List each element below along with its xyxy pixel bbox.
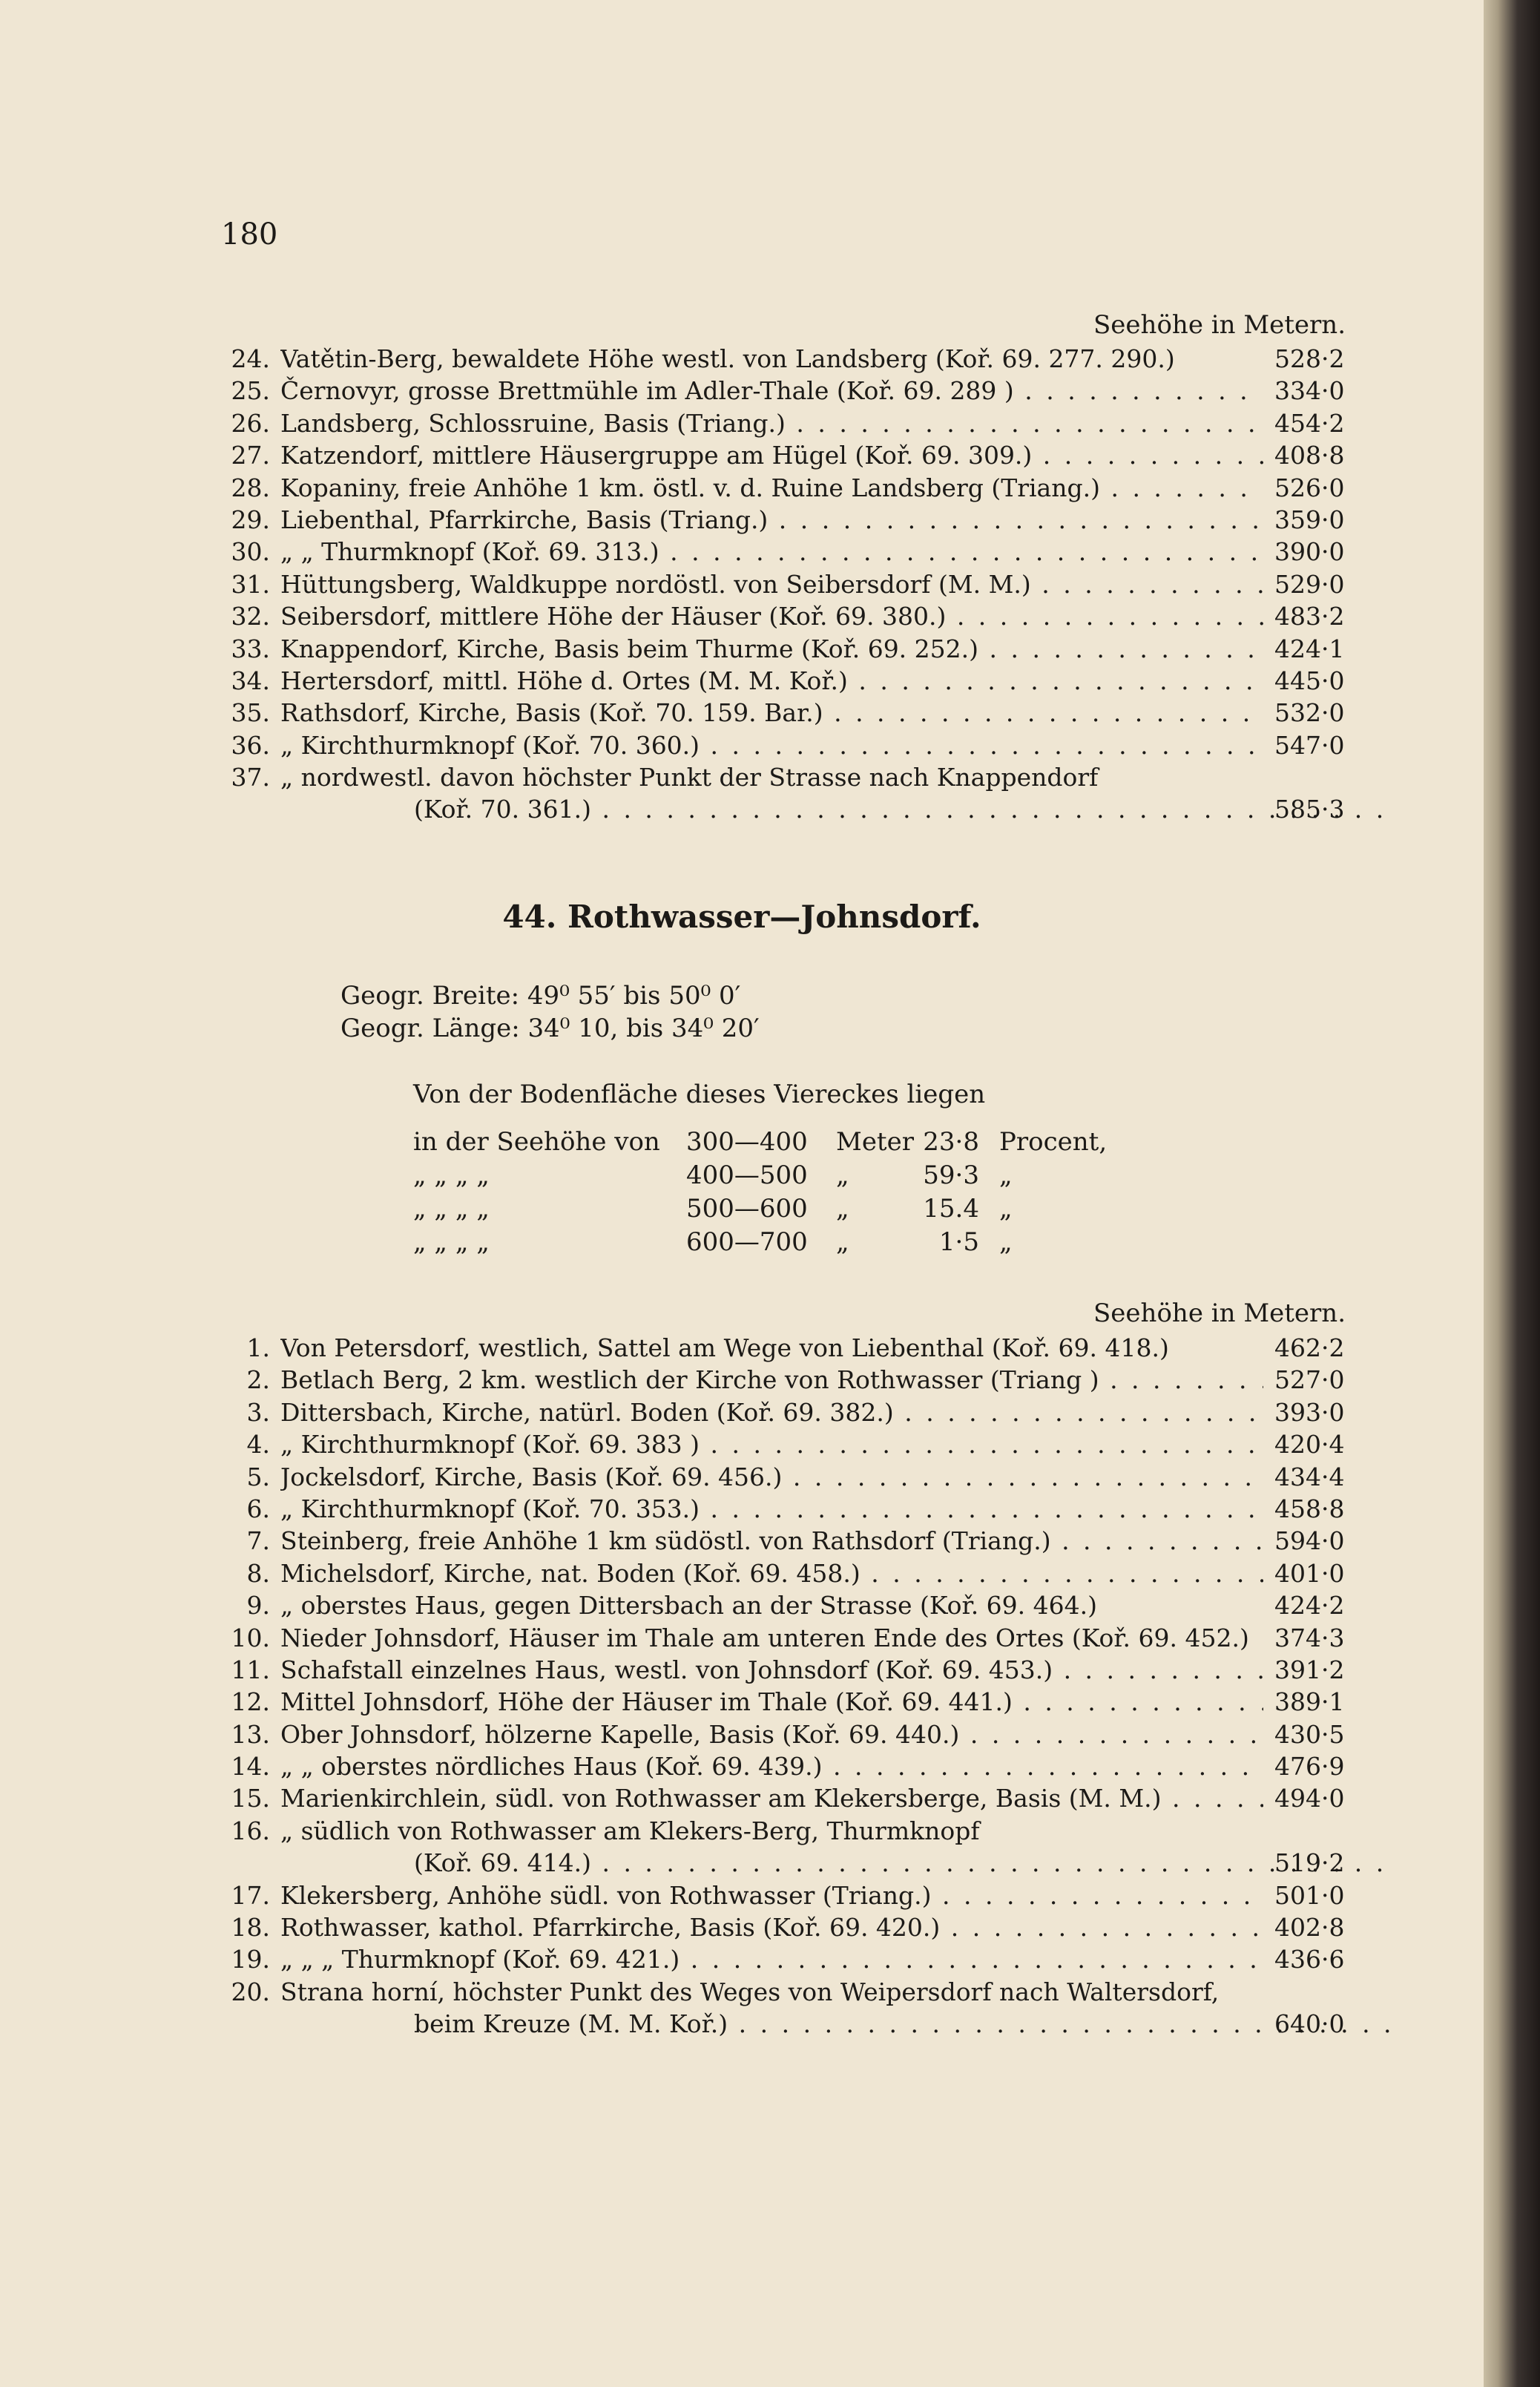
entry-number: 2. bbox=[246, 1365, 270, 1395]
entry-text: Liebenthal, Pfarrkirche, Basis (Triang.) . . . bbox=[280, 504, 1263, 536]
entry-number: 28. bbox=[231, 473, 270, 502]
table-row bbox=[0, 1589, 1484, 1621]
entry-text: „ Kirchthurmknopf (Koř. 70. 353.) . . . bbox=[280, 1493, 1263, 1525]
entry-number: 5. bbox=[246, 1462, 270, 1491]
table-row bbox=[0, 1493, 1484, 1525]
entry-number: 20. bbox=[231, 1977, 270, 2006]
entry-number: 24. bbox=[231, 344, 270, 373]
band-percent: 1·5 bbox=[938, 1227, 979, 1257]
entry-number: 18. bbox=[231, 1913, 270, 1943]
entry-number: 34. bbox=[231, 666, 270, 695]
band-prefix: „ „ „ „ bbox=[413, 1194, 490, 1224]
entry-number: 3. bbox=[246, 1397, 270, 1427]
entry-text: Černovyr, grosse Brettmühle im Adler-Thale (Koř. 69. 289 ) . . . bbox=[280, 375, 1263, 407]
table-row bbox=[0, 1364, 1484, 1396]
entry-text: Hüttungsberg, Waldkuppe nordöstl. von Seibersdorf (M. M.) . . . bbox=[280, 568, 1263, 600]
entry-text: (Koř. 70. 361.) . . . bbox=[414, 793, 1397, 825]
entry-text: Betlach Berg, 2 km. westlich der Kirche von Rothwasser (Triang ) . . . bbox=[280, 1364, 1263, 1396]
entry-text: „ „ oberstes nördliches Haus (Koř. 69. 439.) . . . bbox=[280, 1750, 1263, 1782]
entry-number: 11. bbox=[231, 1655, 270, 1684]
height-header-2: Seehöhe in Metern. bbox=[1093, 1298, 1346, 1328]
entry-text: Michelsdorf, Kirche, nat. Boden (Koř. 69. 458.) . . . bbox=[280, 1557, 1263, 1589]
entry-height: 501·0 bbox=[1274, 1880, 1345, 1910]
entry-height: 527·0 bbox=[1274, 1365, 1345, 1395]
entry-height: 528·2 bbox=[1274, 344, 1345, 373]
table-row bbox=[0, 343, 1484, 375]
entry-height: 374·3 bbox=[1274, 1623, 1345, 1652]
entry-text: Dittersbach, Kirche, natürl. Boden (Koř. 69. 382.) . . . bbox=[280, 1396, 1263, 1428]
entry-number: 15. bbox=[231, 1784, 270, 1813]
entry-height: 494·0 bbox=[1274, 1784, 1345, 1813]
entry-height: 391·2 bbox=[1274, 1655, 1345, 1684]
section-title: 44. Rothwasser—Johnsdorf. bbox=[502, 899, 981, 935]
band-unit: „ bbox=[836, 1227, 849, 1257]
table-row bbox=[0, 1943, 1484, 1975]
entry-number: 14. bbox=[231, 1752, 270, 1782]
table-row bbox=[0, 1396, 1484, 1428]
entry-text: Rathsdorf, Kirche, Basis (Koř. 70. 159. Bar.) . . . bbox=[280, 697, 1263, 729]
band-suffix: Procent, bbox=[999, 1127, 1108, 1157]
band-prefix: „ „ „ „ bbox=[413, 1227, 490, 1257]
table-row bbox=[0, 375, 1484, 407]
latitude: Geogr. Breite: 49⁰ 55′ bis 50⁰ 0′ bbox=[340, 981, 741, 1011]
entry-number: 33. bbox=[231, 634, 270, 663]
table-row bbox=[0, 1654, 1484, 1686]
book-gutter bbox=[1484, 0, 1540, 2387]
entry-text: Seibersdorf, mittlere Höhe der Häuser (Koř. 69. 380.) . . . bbox=[280, 600, 1263, 632]
entry-height: 454·2 bbox=[1274, 408, 1345, 438]
entry-height: 390·0 bbox=[1274, 537, 1345, 567]
table-row bbox=[0, 568, 1484, 600]
entry-number: 4. bbox=[246, 1430, 270, 1460]
entry-text: Ober Johnsdorf, hölzerne Kapelle, Basis (Koř. 69. 440.) . . . bbox=[280, 1718, 1263, 1750]
height-header: Seehöhe in Metern. bbox=[1093, 310, 1346, 340]
entry-height: 532·0 bbox=[1274, 698, 1345, 728]
entry-height: 420·4 bbox=[1274, 1430, 1345, 1460]
table-row bbox=[0, 1428, 1484, 1460]
entry-text: „ Kirchthurmknopf (Koř. 70. 360.) . . . bbox=[280, 729, 1263, 761]
entry-text: „ „ „ Thurmknopf (Koř. 69. 421.) . . . bbox=[280, 1943, 1263, 1975]
table-row bbox=[0, 1911, 1484, 1943]
table-row bbox=[0, 1782, 1484, 1814]
entry-number: 19. bbox=[231, 1945, 270, 1974]
entry-height: 393·0 bbox=[1274, 1397, 1345, 1427]
table-row bbox=[0, 793, 1484, 825]
table-row bbox=[0, 1847, 1484, 1879]
table-row bbox=[0, 633, 1484, 665]
entry-text: Von Petersdorf, westlich, Sattel am Wege von Liebenthal (Koř. 69. 418.) bbox=[280, 1333, 1169, 1362]
entry-text: „ oberstes Haus, gegen Dittersbach an der Strasse (Koř. 69. 464.) bbox=[280, 1591, 1098, 1621]
entry-text: Mittel Johnsdorf, Höhe der Häuser im Thale (Koř. 69. 441.) . . . bbox=[280, 1686, 1263, 1718]
entry-number: 12. bbox=[231, 1687, 270, 1717]
table-row bbox=[0, 697, 1484, 729]
entry-height: 519·2 bbox=[1274, 1848, 1345, 1878]
entry-height: 476·9 bbox=[1274, 1752, 1345, 1782]
band-percent: 59·3 bbox=[923, 1160, 979, 1190]
entry-number: 8. bbox=[246, 1558, 270, 1588]
table-row bbox=[0, 472, 1484, 504]
entry-height: 401·0 bbox=[1274, 1558, 1345, 1588]
entry-height: 408·8 bbox=[1274, 441, 1345, 470]
entry-text: Klekersberg, Anhöhe südl. von Rothwasser (Triang.) . . . bbox=[280, 1879, 1263, 1911]
entry-height: 389·1 bbox=[1274, 1687, 1345, 1717]
entry-height: 359·0 bbox=[1274, 505, 1345, 534]
entry-text: Jockelsdorf, Kirche, Basis (Koř. 69. 456.) . . . bbox=[280, 1461, 1263, 1493]
table-row bbox=[0, 2008, 1484, 2040]
table-row bbox=[0, 1815, 1484, 1847]
table-row bbox=[0, 439, 1484, 471]
section-2-list bbox=[0, 1332, 1484, 2040]
band-unit: Meter bbox=[836, 1127, 914, 1157]
entry-height: 436·6 bbox=[1274, 1945, 1345, 1974]
entry-text: Landsberg, Schlossruine, Basis (Triang.) . . . bbox=[280, 407, 1263, 439]
entry-height: 424·2 bbox=[1274, 1591, 1345, 1621]
entry-height: 445·0 bbox=[1274, 666, 1345, 695]
table-row bbox=[0, 1976, 1484, 2008]
entry-text: Knappendorf, Kirche, Basis beim Thurme (Koř. 69. 252.) . . . bbox=[280, 633, 1263, 665]
table-row bbox=[0, 761, 1484, 793]
band-suffix: „ bbox=[999, 1160, 1013, 1190]
band-percent: 23·8 bbox=[923, 1127, 979, 1157]
section-1-list bbox=[0, 343, 1484, 826]
table-row bbox=[0, 536, 1484, 568]
entry-text: Steinberg, freie Anhöhe 1 km südöstl. von Rathsdorf (Triang.) . . . bbox=[280, 1525, 1263, 1557]
band-suffix: „ bbox=[999, 1227, 1013, 1257]
entry-text: „ Kirchthurmknopf (Koř. 69. 383 ) . . . bbox=[280, 1428, 1263, 1460]
entry-text: (Koř. 69. 414.) . . . bbox=[414, 1847, 1397, 1879]
entry-text: beim Kreuze (M. M. Koř.) . . . bbox=[414, 2008, 1397, 2040]
band-prefix: „ „ „ „ bbox=[413, 1160, 490, 1190]
entry-text: Vatětin-Berg, bewaldete Höhe westl. von Landsberg (Koř. 69. 277. 290.) bbox=[280, 344, 1175, 373]
band-suffix: „ bbox=[999, 1194, 1013, 1224]
entry-text: Schafstall einzelnes Haus, westl. von Johnsdorf (Koř. 69. 453.) . . . bbox=[280, 1654, 1263, 1686]
entry-text: „ „ Thurmknopf (Koř. 69. 313.) . . . bbox=[280, 536, 1263, 568]
band-range: 500—600 bbox=[686, 1194, 808, 1224]
table-row bbox=[0, 407, 1484, 439]
entry-height: 526·0 bbox=[1274, 473, 1345, 502]
band-range: 300—400 bbox=[686, 1127, 808, 1157]
table-row bbox=[0, 1879, 1484, 1911]
table-row bbox=[0, 665, 1484, 697]
table-row bbox=[0, 1718, 1484, 1750]
entry-number: 1. bbox=[246, 1333, 270, 1362]
table-row bbox=[0, 1525, 1484, 1557]
entry-height: 483·2 bbox=[1274, 602, 1345, 631]
table-row bbox=[0, 504, 1484, 536]
band-unit: „ bbox=[836, 1160, 849, 1190]
entry-height: 334·0 bbox=[1274, 376, 1345, 406]
band-prefix: in der Seehöhe von bbox=[413, 1127, 660, 1157]
entry-height: 640·0 bbox=[1274, 2009, 1345, 2039]
entry-number: 6. bbox=[246, 1494, 270, 1523]
entry-height: 430·5 bbox=[1274, 1719, 1345, 1749]
table-row bbox=[0, 1686, 1484, 1718]
entry-height: 547·0 bbox=[1274, 730, 1345, 760]
area-intro: Von der Bodenfläche dieses Viereckes liegen bbox=[413, 1080, 986, 1109]
entry-text: Kopaniny, freie Anhöhe 1 km. östl. v. d. Ruine Landsberg (Triang.) . . . bbox=[280, 472, 1263, 504]
entry-text: Hertersdorf, mittl. Höhe d. Ortes (M. M. Koř.) . . . bbox=[280, 665, 1263, 697]
entry-text: Nieder Johnsdorf, Häuser im Thale am unteren Ende des Ortes (Koř. 69. 452.) bbox=[280, 1623, 1249, 1652]
entry-text: „ südlich von Rothwasser am Klekers-Berg, Thurmknopf bbox=[280, 1816, 980, 1845]
band-range: 400—500 bbox=[686, 1160, 808, 1190]
entry-height: 434·4 bbox=[1274, 1462, 1345, 1491]
entry-number: 37. bbox=[231, 763, 270, 792]
band-percent: 15.4 bbox=[923, 1194, 979, 1224]
entry-number: 10. bbox=[231, 1623, 270, 1652]
entry-height: 462·2 bbox=[1274, 1333, 1345, 1362]
page-number: 180 bbox=[221, 217, 278, 252]
entry-height: 458·8 bbox=[1274, 1494, 1345, 1523]
entry-text: Rothwasser, kathol. Pfarrkirche, Basis (Koř. 69. 420.) . . . bbox=[280, 1911, 1263, 1943]
entry-text: Katzendorf, mittlere Häusergruppe am Hügel (Koř. 69. 309.) . . . bbox=[280, 439, 1263, 471]
entry-number: 30. bbox=[231, 537, 270, 567]
entry-number: 29. bbox=[231, 505, 270, 534]
entry-height: 529·0 bbox=[1274, 569, 1345, 599]
table-row bbox=[0, 1622, 1484, 1654]
table-row bbox=[0, 1557, 1484, 1589]
entry-number: 9. bbox=[246, 1591, 270, 1621]
table-row bbox=[0, 1332, 1484, 1364]
entry-number: 7. bbox=[246, 1526, 270, 1556]
band-unit: „ bbox=[836, 1194, 849, 1224]
entry-height: 402·8 bbox=[1274, 1913, 1345, 1943]
entry-number: 35. bbox=[231, 698, 270, 728]
entry-number: 31. bbox=[231, 569, 270, 599]
entry-height: 585·3 bbox=[1274, 795, 1345, 824]
band-range: 600—700 bbox=[686, 1227, 808, 1257]
entry-number: 25. bbox=[231, 376, 270, 406]
entry-number: 27. bbox=[231, 441, 270, 470]
entry-number: 17. bbox=[231, 1880, 270, 1910]
entry-number: 36. bbox=[231, 730, 270, 760]
entry-number: 16. bbox=[231, 1816, 270, 1845]
entry-text: Marienkirchlein, südl. von Rothwasser am Klekersberge, Basis (M. M.) . . . bbox=[280, 1782, 1263, 1814]
longitude: Geogr. Länge: 34⁰ 10, bis 34⁰ 20′ bbox=[340, 1014, 760, 1043]
entry-text: Strana horní, höchster Punkt des Weges von Weipersdorf nach Waltersdorf, bbox=[280, 1977, 1220, 2006]
entry-height: 424·1 bbox=[1274, 634, 1345, 663]
table-row bbox=[0, 729, 1484, 761]
table-row bbox=[0, 600, 1484, 632]
table-row bbox=[0, 1461, 1484, 1493]
entry-number: 13. bbox=[231, 1719, 270, 1749]
entry-number: 32. bbox=[231, 602, 270, 631]
entry-text: „ nordwestl. davon höchster Punkt der Strasse nach Knappendorf bbox=[280, 763, 1099, 792]
table-row bbox=[0, 1750, 1484, 1782]
entry-height: 594·0 bbox=[1274, 1526, 1345, 1556]
entry-number: 26. bbox=[231, 408, 270, 438]
